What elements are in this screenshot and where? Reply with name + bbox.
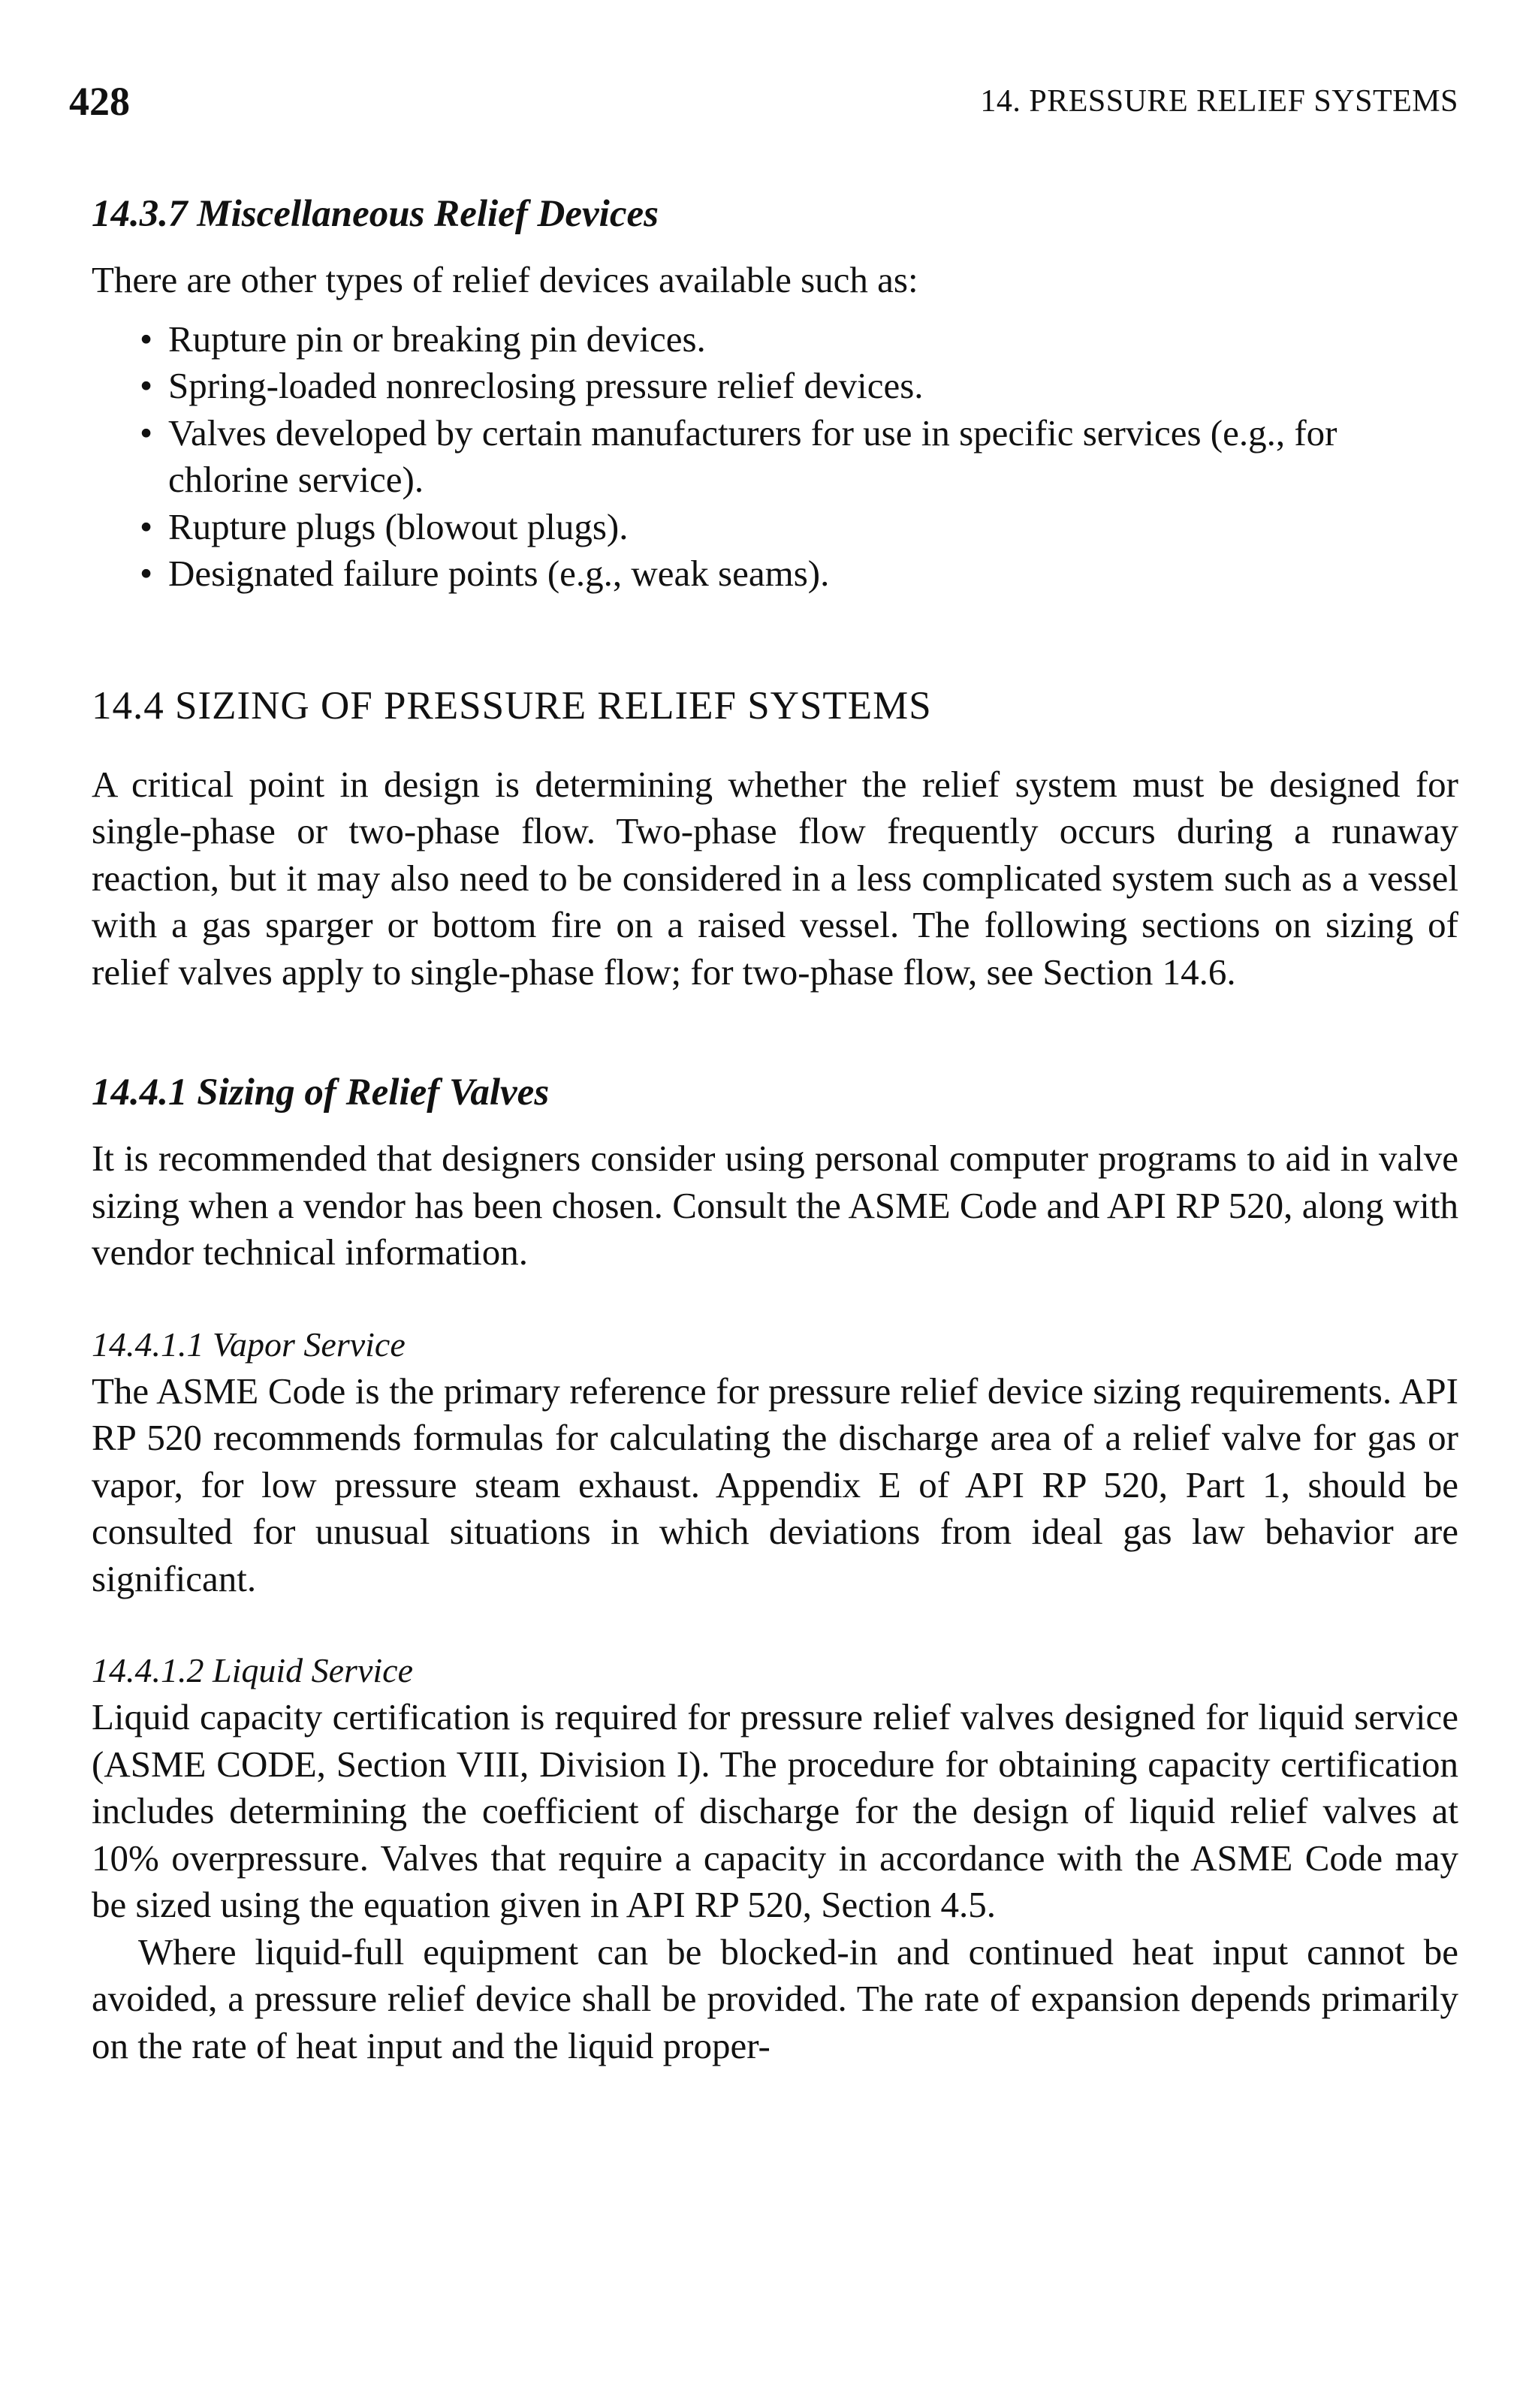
page-content [92,188,1458,2069]
list-item: • Valves developed by certain manufacturers for use in specific services (e.g., for chlorine service). [140,410,1458,504]
subsection-number: 14.4.1.2 [92,1651,204,1689]
list-item: • Rupture pin or breaking pin devices. [140,316,1458,363]
subsection-number: 14.4.1.1 [92,1325,204,1364]
heading-14-4-1: 14.4.1 Sizing of Relief Valves [92,1071,550,1114]
page-number: 428 [69,79,130,124]
relief-devices-list [92,316,1458,598]
heading-14-4: 14.4 SIZING OF PRESSURE RELIEF SYSTEMS [92,683,932,728]
subsection-label: Vapor Service [213,1325,406,1364]
subsection-label: Liquid Service [213,1651,413,1689]
heading-14-4-1-1 [92,1322,1458,1368]
paragraph-liquid-service-2: Where liquid-full equipment can be blocked-in and continued heat input cannot be avoided, a pressure relief device shall be provided. The rate of expansion depends primarily on the rate of heat input and the liquid proper- [92,1930,1458,2066]
running-head [69,71,1458,131]
list-item: • Rupture plugs (blowout plugs). [140,504,1458,551]
paragraph-vapor-service: The ASME Code is the primary reference for pressure relief device sizing requirements. API RP 520 recommends formulas for calculating the discharge area of a relief valve for gas or vapor, for low pressure steam exhaust. Appendix E of API RP 520, Part 1, should be consulted for unusual situations in which deviations from ideal gas law behavior are significant. [92,1370,1458,1599]
heading-14-4-1-2 [92,1647,1458,1694]
intro-paragraph: There are other types of relief devices available such as: [92,259,918,300]
paragraph-14-4-1: It is recommended that designers consider using personal computer programs to aid in valve sizing when a vendor has been chosen. Consult the ASME Code and API RP 520, along with vendor technical information. [92,1138,1458,1273]
list-item: • Designated failure points (e.g., weak seams). [140,550,1458,598]
list-item: • Spring-loaded nonreclosing pressure relief devices. [140,363,1458,410]
paragraph-14-4: A critical point in design is determining whether the relief system must be designed for single-phase or two-phase flow. Two-phase flow frequently occurs during a runaway reaction, but it may also need to be considered in a less complicated system such as a vessel with a gas sparger or bottom fire on a raised vessel. The following sections on sizing of relief valves apply to single-phase flow; for two-phase flow, see Section 14.6. [92,763,1458,993]
chapter-running-title: 14. PRESSURE RELIEF SYSTEMS [980,84,1458,119]
paragraph-liquid-service-1: Liquid capacity certification is required for pressure relief valves designed for liquid service (ASME CODE, Section VIII, Division I). The procedure for obtaining capacity certification includes determining the coefficient of discharge for the design of liquid relief valves at 10% overpressure. Valves that require a capacity in accordance with the ASME Code may be sized using the equation given in API RP 520, Section 4.5. [92,1696,1458,1925]
heading-14-3-7: 14.3.7 Miscellaneous Relief Devices [92,193,659,235]
